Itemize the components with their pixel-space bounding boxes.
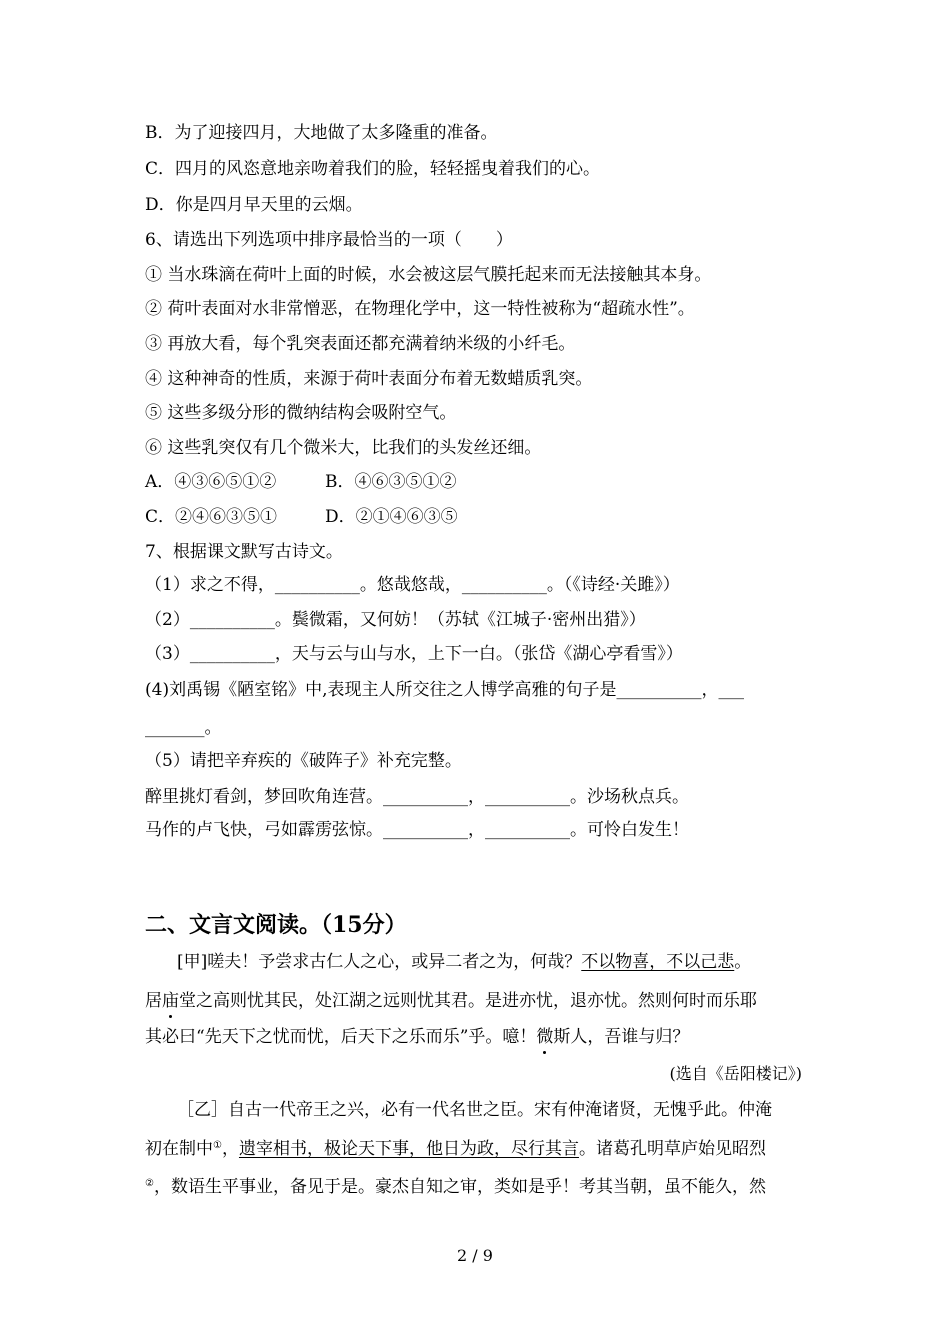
q6-sentence-3: ③ 再放大看，每个乳突表面还都充满着纳米级的小纤毛。 xyxy=(145,334,576,354)
passage-jia-line2: 居庙堂之高则忧其民，处江湖之远则忧其君。是进亦忧，退亦忧。然则何时而乐耶 xyxy=(145,991,757,1011)
q7-item-4-line1: (4)刘禹锡《陋室铭》中,表现主人所交往之人博学高雅的句子是__________，___ xyxy=(145,680,744,700)
q7-item-5-line2: 马作的卢飞快，弓如霹雳弦惊。__________，__________。可怜白发生！ xyxy=(145,820,689,840)
q6-option-c: C．②④⑥③⑤① xyxy=(145,507,278,527)
q6-sentence-5: ⑤ 这些多级分形的微纳结构会吸附空气。 xyxy=(145,403,457,423)
q6-sentence-6: ⑥ 这些乳突仅有几个微米大，比我们的头发丝还细。 xyxy=(145,438,542,458)
passage-yi-line2: 初在制中①，遗宰相书，极论天下事，他日为政，尽行其言。诸葛孔明草庐始见昭烈 xyxy=(145,1139,766,1159)
section-2-title: 二、文言文阅读。（15分） xyxy=(145,912,407,938)
option-b: B．为了迎接四月，大地做了太多隆重的准备。 xyxy=(145,123,498,143)
option-c: C．四月的风恣意地亲吻着我们的脸，轻轻摇曳着我们的心。 xyxy=(145,159,601,179)
q6-option-a: A．④③⑥⑤①② xyxy=(145,472,277,492)
underlined-phrase: 不以物喜，不以己悲 xyxy=(581,952,735,972)
passage-yi-line1: ［乙］自古一代帝王之兴，必有一代名世之臣。宋有仲淹诸贤，无愧乎此。仲淹 xyxy=(177,1100,772,1120)
option-d: D．你是四月早天里的云烟。 xyxy=(145,195,363,215)
q6-option-b: B．④⑥③⑤①② xyxy=(325,472,457,492)
q7-item-5-line1: 醉里挑灯看剑，梦回吹角连营。__________，__________。沙场秋点兵。 xyxy=(145,787,689,807)
footnote-marker: ② xyxy=(145,1178,154,1189)
q6-sentence-1: ① 当水珠滴在荷叶上面的时候，水会被这层气膜托起来而无法接触其本身。 xyxy=(145,265,712,285)
q6-option-d: D．②①④⑥③⑤ xyxy=(325,507,458,527)
q7-item-4-line2: _______。 xyxy=(145,718,222,738)
q6-sentence-2: ② 荷叶表面对水非常憎恶，在物理化学中，这一特性被称为“超疏水性”。 xyxy=(145,299,695,319)
passage-jia-line3: 其必曰“先天下之忧而忧，后天下之乐而乐”乎。噫！微斯人，吾谁与归？ xyxy=(145,1027,690,1047)
passage-jia-line1: [甲]嗟夫！予尝求古仁人之心，或异二者之为，何哉？不以物喜，不以己悲。 xyxy=(177,952,752,972)
underlined-phrase: 遗宰相书，极论天下事，他日为政，尽行其言 xyxy=(238,1139,579,1159)
dotted-character: 庙 xyxy=(162,991,179,1011)
q7-item-5: （5）请把辛弃疾的《破阵子》补充完整。 xyxy=(145,751,462,771)
page-number: 2 / 9 xyxy=(457,1246,493,1265)
q7-item-3: （3）__________，天与云与山与水，上下一白。（张岱《湖心亭看雪》） xyxy=(145,644,683,664)
question-6-stem: 6、请选出下列选项中排序最恰当的一项（ ） xyxy=(145,230,513,250)
question-7-stem: 7、根据课文默写古诗文。 xyxy=(145,542,343,562)
q6-sentence-4: ④ 这种神奇的性质，来源于荷叶表面分布着无数蜡质乳突。 xyxy=(145,369,593,389)
footnote-marker: ① xyxy=(213,1140,222,1151)
passage-jia-source: (选自《岳阳楼记》) xyxy=(669,1064,802,1083)
q7-item-2: （2）__________。鬓微霜，又何妨！（苏轼《江城子·密州出猎》） xyxy=(145,610,646,630)
q7-item-1: （1）求之不得，__________。悠哉悠哉，__________。（《诗经·关雎》） xyxy=(145,575,680,595)
passage-yi-line3: ②，数语生平事业，备见于是。豪杰自知之审，类如是乎！考其当朝，虽不能久，然 xyxy=(145,1177,766,1197)
dotted-character: 微 xyxy=(536,1027,554,1047)
